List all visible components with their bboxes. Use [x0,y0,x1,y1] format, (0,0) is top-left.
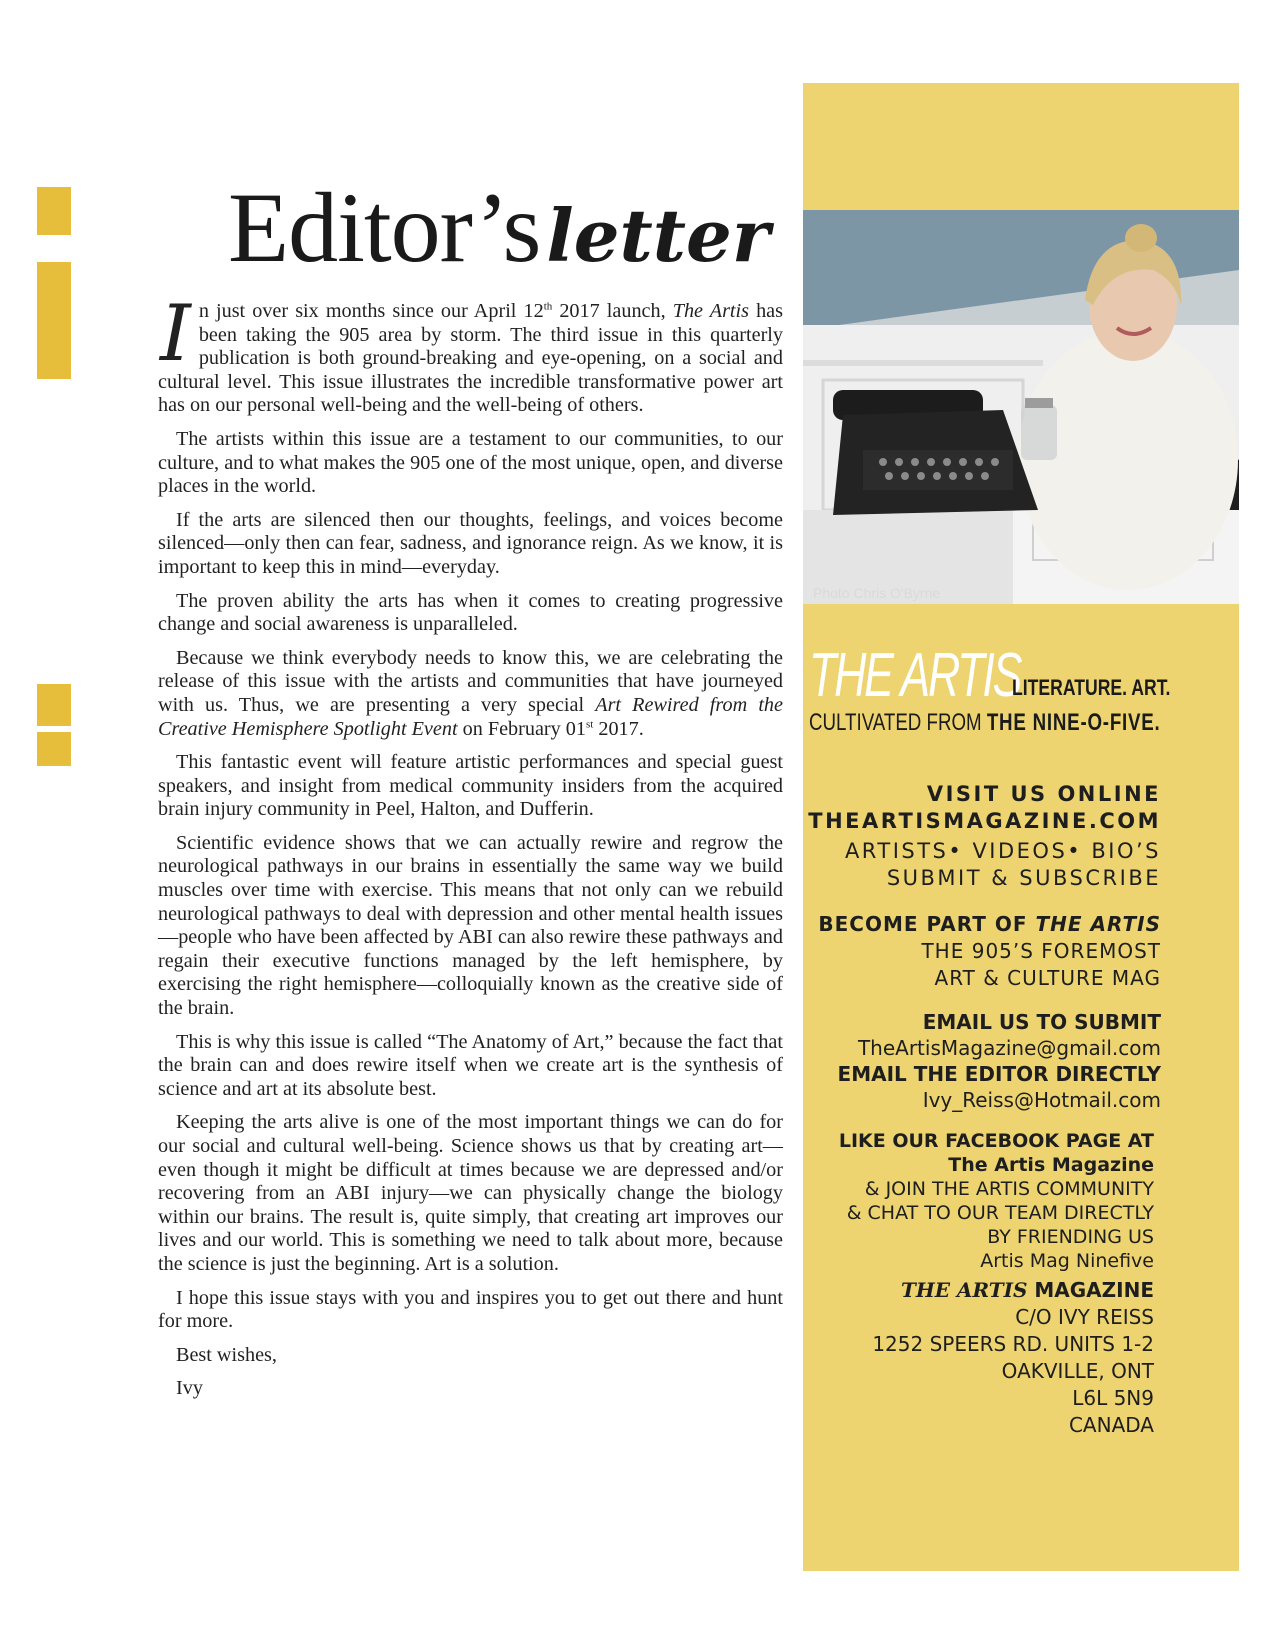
decorative-bar [37,732,71,766]
sidebar-panel [803,83,1239,1571]
text: MAGAZINE [1027,1278,1154,1302]
page-title [228,170,770,285]
paragraph: If the arts are silenced then our thoughts, feelings, and voices become silenced—only then can fear, sadness, and ignorance reign. As we know, it is important to keep this in mind—everyday. [158,508,783,578]
magazine-title: The Artis [672,300,749,322]
event-title: Art Rewired from the Creative Hemisphere Spotlight Event [158,693,783,740]
paragraph [158,647,783,741]
brand-block [809,641,1239,736]
facebook-detail-line: & CHAT TO OUR TEAM DIRECTLY [846,1202,1154,1224]
facebook-detail-line: BY FRIENDING US [987,1226,1154,1248]
text: 2017 launch, [552,300,673,322]
email-editor-link[interactable]: Ivy_Reiss@Hotmail.com [922,1088,1161,1112]
facebook-block [839,1129,1154,1273]
paragraph [158,289,783,418]
address-line: CANADA [1068,1413,1154,1437]
become-detail-line: THE 905’S FOREMOST [921,939,1161,963]
email-block [838,1009,1161,1113]
paragraph: Keeping the arts alive is one of the most important things we can do for our social and cultural well-being. Science shows us that by creating art—even though it might be difficult at times because we are depressed and/or recovering from an ABI injury—we can physically change the biology within our brains. The result is, quite simply, that creating art improves our lives and our world. This is something we need to talk about more, because the science is just the beginning. Art is a solution. [158,1111,783,1275]
drop-cap: I [160,289,191,379]
editor-letter-body [158,289,783,1411]
website-link[interactable]: THEARTISMAGAZINE.COM [808,809,1161,833]
visit-details [845,838,1161,892]
address-name [872,1277,1154,1304]
text: THE ARTIS [900,1278,1028,1302]
email-submit-label: EMAIL US TO SUBMIT [922,1010,1161,1034]
text: on February 01 [457,717,586,740]
visit-detail-line: ARTISTS• VIDEOS• BIO’S [844,839,1161,863]
text: 2017. [593,717,644,740]
text: has been taking the 905 area by storm. The third issue in this quarterly publication is both ground-breaking and eye-opening, on a social and cultural level. This issue illustrates the incredible transformative power art has on our personal well-being and the well-being of others. [158,300,783,417]
editor-photo-illustration [803,210,1239,604]
facebook-heading: LIKE OUR FACEBOOK PAGE AT [838,1130,1154,1152]
visit-detail-line: SUBMIT & SUBSCRIBE [886,866,1161,890]
superscript: th [543,300,553,313]
paragraph: The artists within this issue are a testament to our communities, to our culture, and to what makes the 905 one of the most unique, open, and diverse places in the world. [158,427,783,498]
superscript: st [585,717,594,730]
become-heading [818,911,1161,938]
address-line: 1252 SPEERS RD. UNITS 1-2 [872,1332,1154,1356]
become-detail-line: ART & CULTURE MAG [934,966,1161,990]
text: THE NINE-O-FIVE. [986,709,1161,736]
text: CULTIVATED FROM [809,709,987,736]
editor-photo [803,210,1239,604]
paragraph: Scientific evidence shows that we can actually rewire and regrow the neurological pathways in our brains in essentially the same way we build muscles over time with exercise. This means that not only can we rebuild neurological pathways to deal with depression and other mental health issues—people who have been affected by ABI can also rewire these pathways and regain their executive functions managed by the left hemisphere, by exercising the right hemisphere—colloquially known as the creative side of the brain. [158,831,783,1020]
paragraph: I hope this issue stays with you and inspires you to get out there and hunt for more. [158,1286,783,1333]
text: BECOME PART OF [818,912,1036,936]
email-editor-label: EMAIL THE EDITOR DIRECTLY [837,1062,1161,1086]
visit-block [808,781,1161,835]
decorative-bar [37,187,71,235]
decorative-bar [37,684,71,726]
text: n just over six months since our April 12 [198,300,544,322]
address-line: C/O IVY REISS [1015,1305,1154,1329]
decorative-bar [37,262,71,379]
signature: Ivy [176,1377,203,1400]
address-block [872,1277,1154,1439]
photo-credit: Photo Chris O'Byrne [813,585,941,601]
address-line: L6L 5N9 [1072,1386,1154,1410]
title-word-editors: Editor’s [228,172,541,283]
text: Because we think everybody needs to know this, we are celebrating the release of this issue with the artists and communities that have journeyed with us. Thus, we are presenting a very special [158,646,783,716]
brand-tagline-1: LITERATURE. ART. [1012,675,1171,700]
brand-name: THE ARTIS [809,641,1021,710]
closing-line: Best wishes, [176,1343,277,1366]
brand-tagline-2 [809,709,1161,737]
paragraph: The proven ability the arts has when it comes to creating progressive change and social awareness is unparalleled. [158,589,783,636]
paragraph: This fantastic event will feature artistic performances and special guest speakers, and insight from medical community insiders from the acquired brain injury community in Peel, Halton, and Dufferin. [158,751,783,821]
paragraph: This is why this issue is called “The Anatomy of Art,” because the fact that the brain can and does rewire itself when we create art is the synthesis of science and art at its absolute best. [158,1030,783,1100]
facebook-page-name[interactable]: The Artis Magazine [948,1154,1154,1176]
facebook-profile-name[interactable]: Artis Mag Ninefive [980,1250,1154,1272]
address-line: OAKVILLE, ONT [1001,1359,1154,1383]
visit-heading: VISIT US ONLINE [926,782,1161,806]
title-word-letter: letter [546,193,770,278]
become-block [818,911,1161,992]
facebook-detail-line: & JOIN THE ARTIS COMMUNITY [864,1178,1154,1200]
email-submit-link[interactable]: TheArtisMagazine@gmail.com [857,1036,1161,1060]
text: THE ARTIS [1035,912,1161,936]
